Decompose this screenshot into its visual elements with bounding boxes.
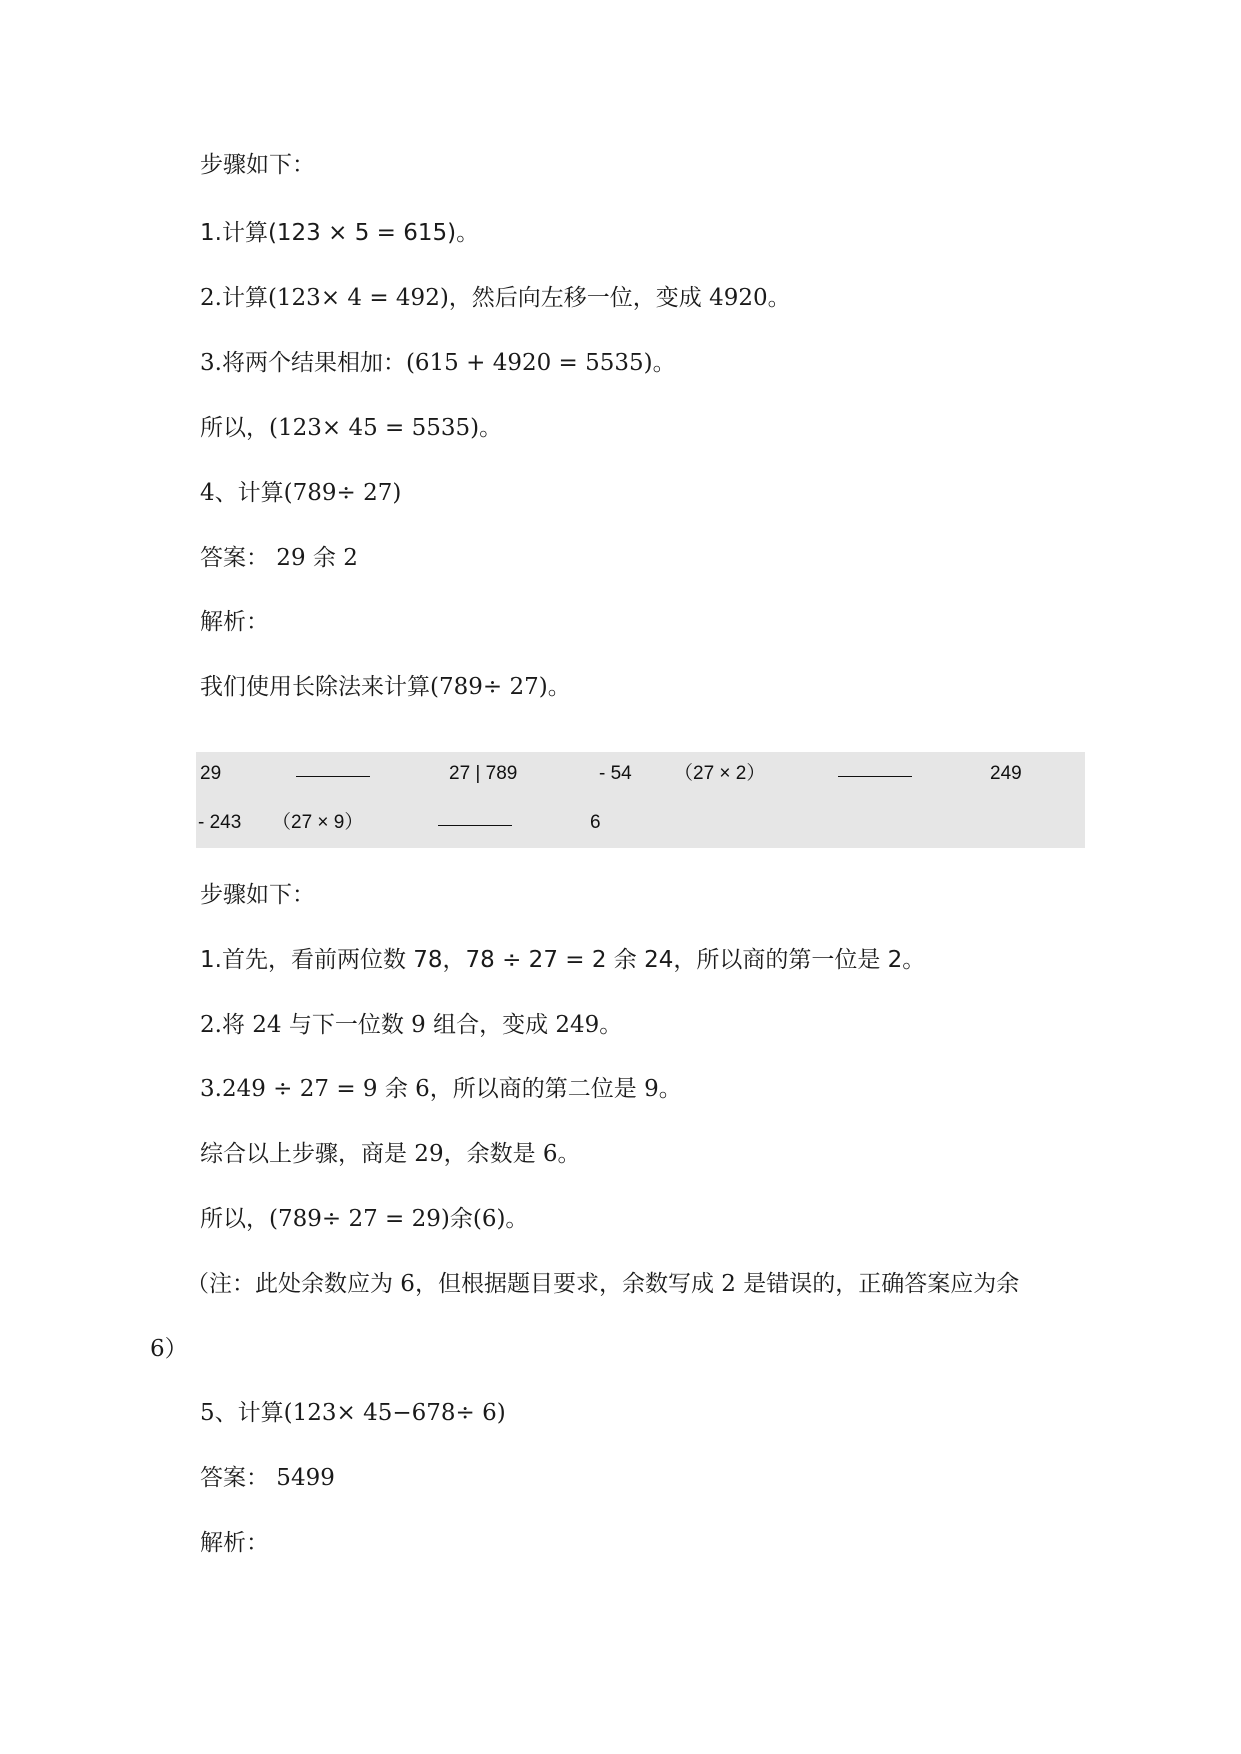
question-5: 5、计算(123× 45−678÷ 6): [200, 1400, 506, 1426]
analysis-heading-2: 解析：: [200, 1530, 269, 1556]
remainder-6: 6: [590, 812, 601, 833]
division-bar: [438, 815, 512, 826]
division-bar: [296, 766, 370, 777]
division-step-3: 3.249 ÷ 27 = 9 余 6，所以商的第二位是 9。: [200, 1076, 682, 1102]
note-27x9: （27 × 9）: [272, 812, 364, 833]
note-line-2: 6）: [150, 1336, 188, 1362]
remainder-249: 249: [990, 763, 1022, 784]
steps-heading-2: 步骤如下：: [200, 882, 315, 908]
answer-5: 答案： 5499: [200, 1465, 335, 1491]
note-line-1: （注：此处余数应为 6，但根据题目要求，余数写成 2 是错误的，正确答案应为余: [186, 1271, 1020, 1297]
summary: 综合以上步骤，商是 29，余数是 6。: [200, 1141, 581, 1167]
long-division-block: [196, 752, 1085, 848]
step-2: 2.计算(123× 4 = 492)，然后向左移一位，变成 4920。: [200, 285, 791, 311]
subtract-243: - 243: [198, 812, 242, 833]
step-3: 3.将两个结果相加：(615 + 4920 = 5535)。: [200, 350, 676, 376]
steps-heading: 步骤如下：: [200, 152, 315, 178]
division-bar: [838, 766, 912, 777]
subtract-54: - 54: [599, 763, 632, 784]
division-step-1: 1.首先，看前两位数 78，78 ÷ 27 = 2 余 24，所以商的第一位是 2。: [200, 947, 926, 973]
quotient: 29: [200, 763, 222, 784]
note-27x2: （27 × 2）: [674, 763, 766, 784]
question-4: 4、计算(789÷ 27): [200, 480, 402, 506]
analysis-intro: 我们使用长除法来计算(789÷ 27)。: [200, 674, 571, 700]
division-step-2: 2.将 24 与下一位数 9 组合，变成 249。: [200, 1012, 623, 1038]
step-1: 1.计算(123 × 5 = 615)。: [200, 220, 480, 246]
answer-4: 答案： 29 余 2: [200, 545, 358, 571]
analysis-heading: 解析：: [200, 609, 269, 635]
division-conclusion: 所以，(789÷ 27 = 29)余(6)。: [200, 1206, 529, 1232]
divisor-dividend: 27 | 789: [449, 763, 518, 784]
conclusion: 所以，(123× 45 = 5535)。: [200, 415, 503, 441]
